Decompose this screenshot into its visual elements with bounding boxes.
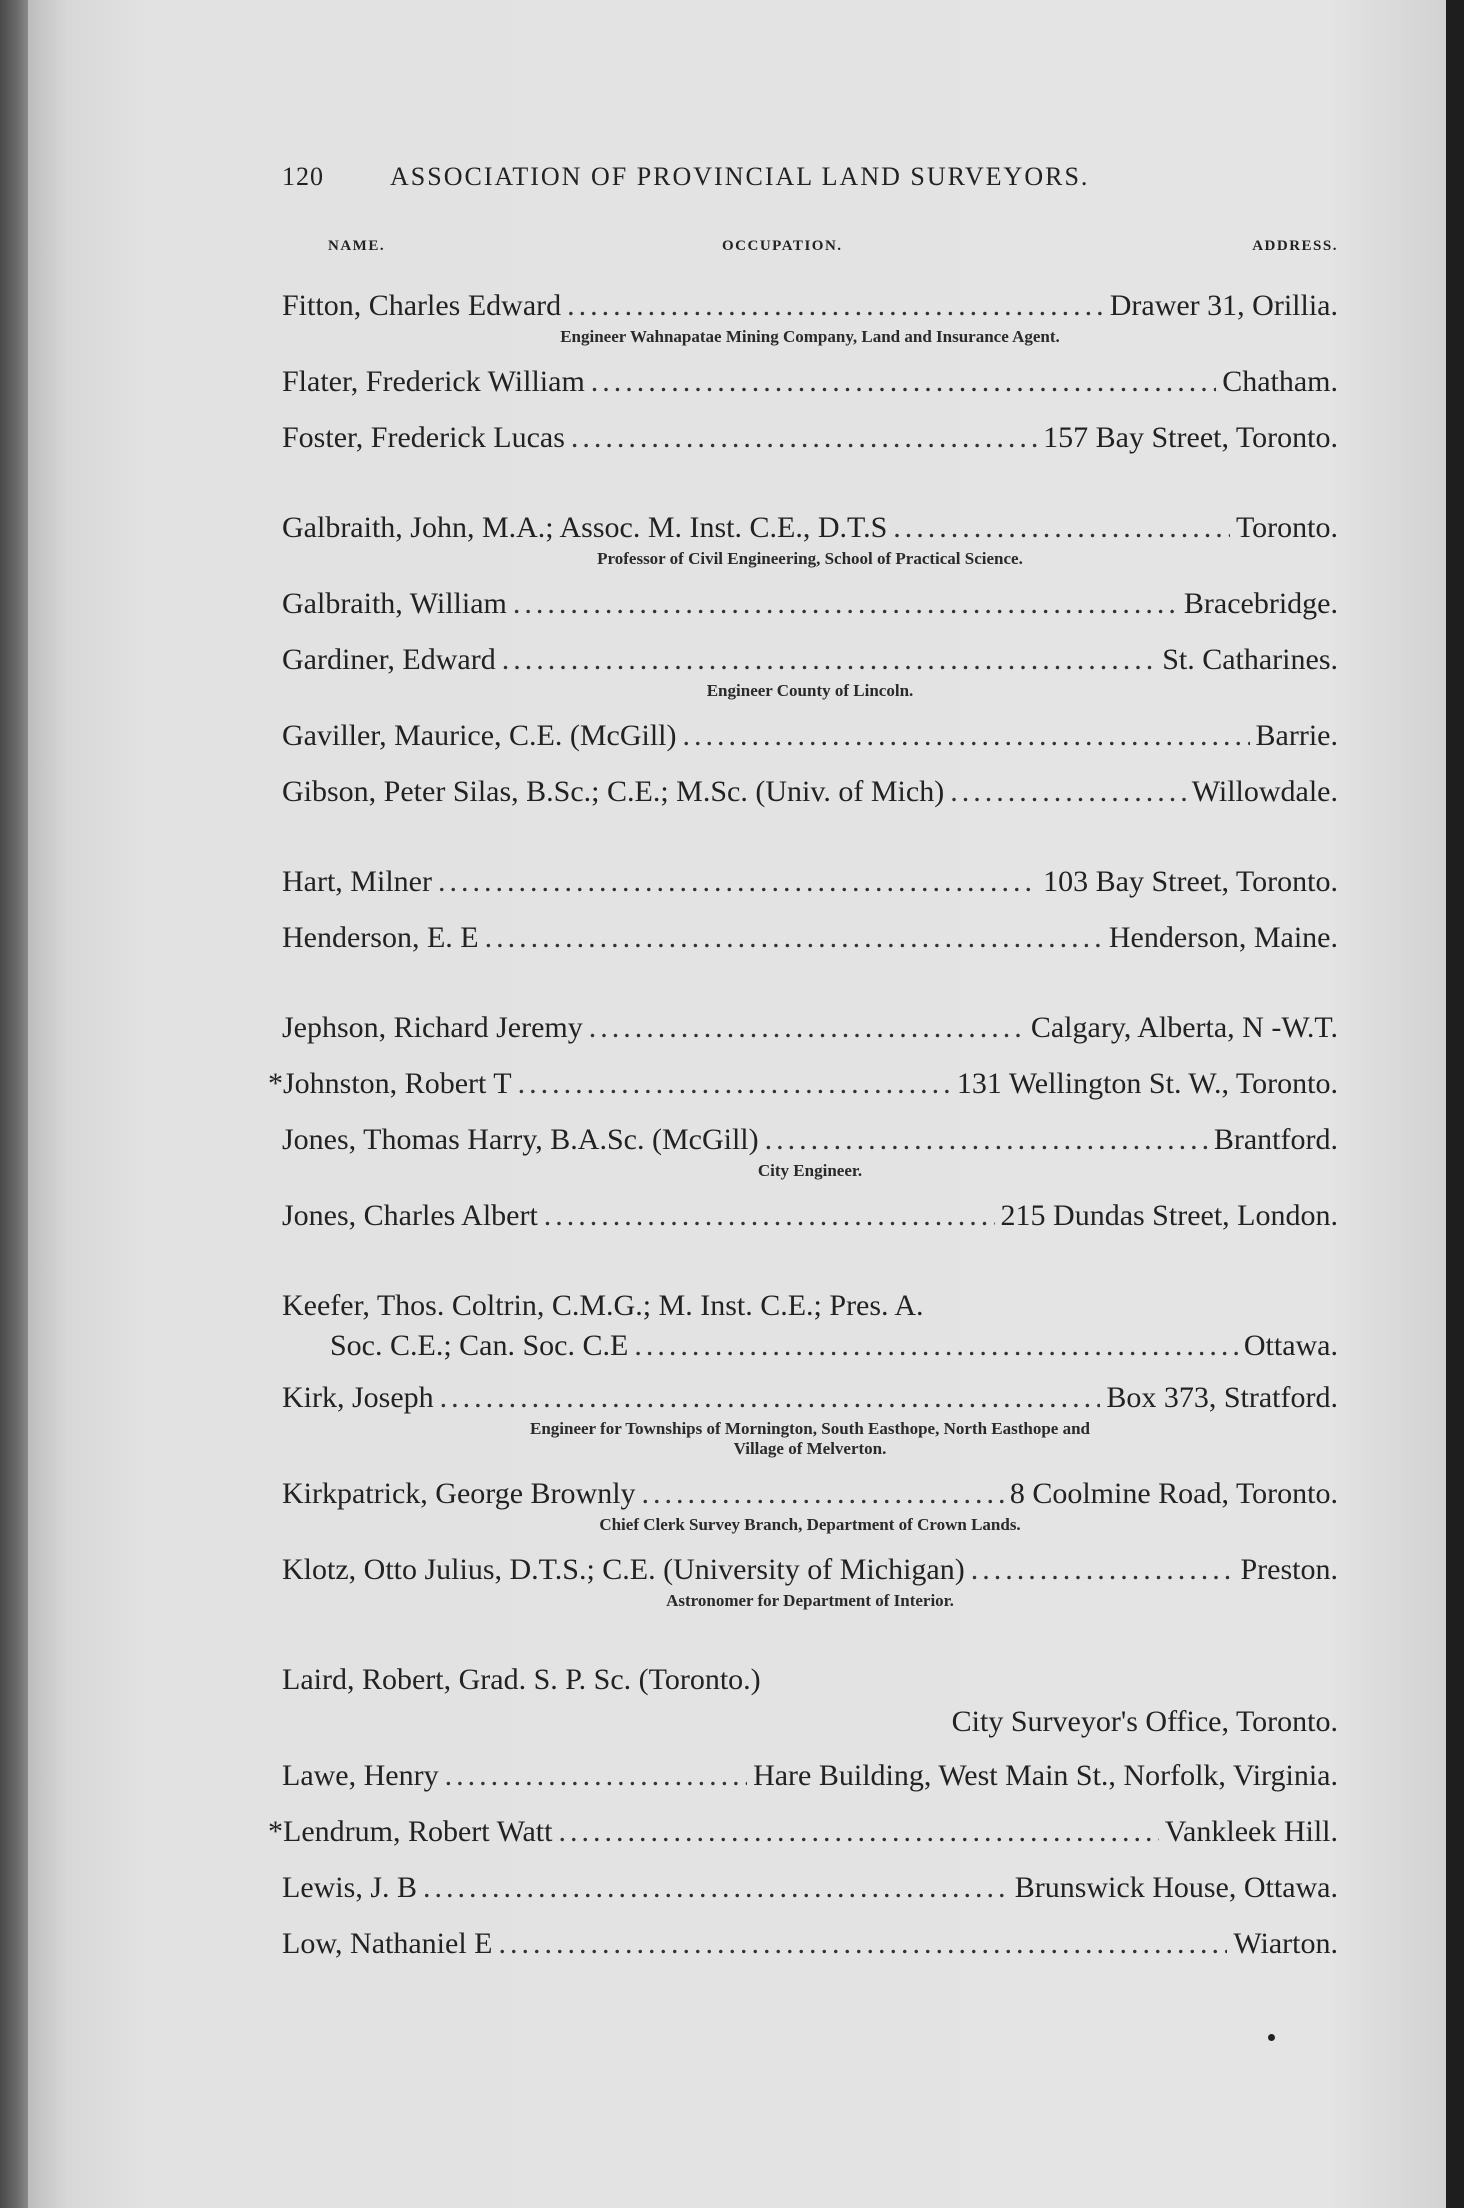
entry-address: Ottawa. bbox=[1243, 1329, 1338, 1362]
entry-gaviller bbox=[282, 714, 1338, 758]
entry-name: Klotz, Otto Julius, D.T.S.; C.E. (University of Michigan) bbox=[282, 1553, 965, 1586]
dot-leader bbox=[634, 1328, 1238, 1364]
entry-address: 8 Coolmine Road, Toronto. bbox=[1009, 1477, 1338, 1510]
dot-leader bbox=[591, 360, 1216, 404]
entry-name: Foster, Frederick Lucas bbox=[282, 421, 565, 454]
entry-galbraith-john bbox=[282, 506, 1338, 570]
entry-keefer bbox=[282, 1284, 1338, 1364]
page-title: ASSOCIATION OF PROVINCIAL LAND SURVEYORS. bbox=[390, 162, 1090, 191]
column-header-occupation: OCCUPATION. bbox=[722, 238, 843, 254]
entry-name: Laird, Robert, Grad. S. P. Sc. (Toronto.) bbox=[282, 1663, 761, 1696]
entry-name: Gardiner, Edward bbox=[282, 643, 496, 676]
entry-occupation: Professor of Civil Engineering, School of Practical Science. bbox=[597, 549, 1023, 568]
entry-fitton bbox=[282, 284, 1338, 348]
column-headers bbox=[282, 226, 1338, 272]
printer-mark bbox=[1268, 2034, 1275, 2041]
dot-leader bbox=[558, 1810, 1158, 1854]
entry-address: City Surveyor's Office, Toronto. bbox=[951, 1705, 1338, 1738]
entry-occupation: Engineer Wahnapatae Mining Company, Land and Insurance Agent. bbox=[560, 327, 1060, 346]
dot-leader bbox=[485, 916, 1103, 960]
entry-address: Preston. bbox=[1240, 1553, 1338, 1586]
entry-name: Lawe, Henry bbox=[282, 1759, 439, 1792]
entry-address: Box 373, Stratford. bbox=[1106, 1381, 1338, 1414]
entry-hart bbox=[282, 860, 1338, 904]
entry-name: Gaviller, Maurice, C.E. (McGill) bbox=[282, 719, 677, 752]
entry-address: Chatham. bbox=[1222, 365, 1338, 398]
entry-address: Brantford. bbox=[1213, 1123, 1338, 1156]
entry-occupation: Engineer County of Lincoln. bbox=[706, 681, 914, 700]
entry-line bbox=[282, 1922, 1338, 1966]
book-spine-edge bbox=[0, 0, 28, 2208]
entry-occupation: Engineer for Townships of Mornington, South Easthope, North Easthope and bbox=[529, 1419, 1091, 1438]
dot-leader bbox=[440, 1376, 1101, 1420]
dot-leader bbox=[513, 582, 1178, 626]
section-gap bbox=[282, 1238, 1338, 1272]
entry-address: Drawer 31, Orillia. bbox=[1109, 289, 1338, 322]
scan-right-border bbox=[1446, 0, 1464, 2208]
entry-name: Jones, Thomas Harry, B.A.Sc. (McGill) bbox=[282, 1123, 759, 1156]
dot-leader bbox=[971, 1548, 1235, 1592]
entry-gibson bbox=[282, 770, 1338, 814]
page-number: 120 bbox=[282, 162, 324, 191]
entry-name: Kirkpatrick, George Brownly bbox=[282, 1477, 636, 1510]
entry-jones-thomas bbox=[282, 1118, 1338, 1182]
entry-low bbox=[282, 1922, 1338, 1966]
entry-occupation-continued: Village of Melverton. bbox=[733, 1439, 887, 1458]
entry-name: Henderson, E. E bbox=[282, 921, 479, 954]
entry-line bbox=[282, 1658, 1338, 1702]
entry-line bbox=[282, 1548, 1338, 1592]
entry-name: *Johnston, Robert T bbox=[268, 1067, 512, 1100]
entry-line bbox=[282, 1472, 1338, 1516]
dot-leader bbox=[765, 1118, 1208, 1162]
entry-address: Bracebridge. bbox=[1183, 587, 1338, 620]
entry-foster bbox=[282, 416, 1338, 460]
entry-name: Fitton, Charles Edward bbox=[282, 289, 562, 322]
entry-name: Hart, Milner bbox=[282, 865, 432, 898]
entry-address: Wiarton. bbox=[1233, 1927, 1338, 1960]
section-gap bbox=[282, 1612, 1338, 1646]
dot-leader bbox=[567, 284, 1104, 328]
dot-leader bbox=[438, 860, 1037, 904]
entry-laird bbox=[282, 1658, 1338, 1742]
dot-leader bbox=[544, 1194, 995, 1238]
entry-line bbox=[282, 360, 1338, 404]
entry-line bbox=[282, 638, 1338, 682]
entry-line bbox=[282, 416, 1338, 460]
entry-lawe bbox=[282, 1754, 1338, 1798]
dot-leader bbox=[893, 506, 1230, 550]
entry-line-continued bbox=[282, 1328, 1338, 1364]
entry-address: 157 Bay Street, Toronto. bbox=[1043, 421, 1338, 454]
entry-address: St. Catharines. bbox=[1162, 643, 1338, 676]
entry-line bbox=[282, 1006, 1338, 1050]
dot-leader bbox=[518, 1062, 951, 1106]
dot-leader bbox=[683, 714, 1250, 758]
dot-leader bbox=[502, 638, 1156, 682]
entry-line bbox=[282, 1376, 1338, 1420]
entry-address: Barrie. bbox=[1255, 719, 1338, 752]
entry-name: Flater, Frederick William bbox=[282, 365, 585, 398]
entry-kirkpatrick bbox=[282, 1472, 1338, 1536]
entry-lewis bbox=[282, 1866, 1338, 1910]
entry-line bbox=[282, 284, 1338, 328]
section-gap bbox=[282, 960, 1338, 994]
entry-name: Jones, Charles Albert bbox=[282, 1199, 538, 1232]
entry-gardiner bbox=[282, 638, 1338, 702]
entry-line bbox=[282, 916, 1338, 960]
entry-lendrum bbox=[268, 1810, 1338, 1854]
entry-line bbox=[282, 1866, 1338, 1910]
entry-address: 215 Dundas Street, London. bbox=[1000, 1199, 1338, 1232]
entry-address: Willowdale. bbox=[1191, 775, 1338, 808]
entry-name: Lewis, J. B bbox=[282, 1871, 417, 1904]
entry-occupation: Chief Clerk Survey Branch, Department of Crown Lands. bbox=[599, 1515, 1021, 1534]
entry-name: Jephson, Richard Jeremy bbox=[282, 1011, 583, 1044]
entry-line bbox=[282, 1754, 1338, 1798]
running-head bbox=[282, 150, 1338, 226]
entry-line bbox=[268, 1810, 1338, 1854]
entry-address: 103 Bay Street, Toronto. bbox=[1043, 865, 1338, 898]
entry-address: Henderson, Maine. bbox=[1108, 921, 1338, 954]
entry-name: *Lendrum, Robert Watt bbox=[268, 1815, 553, 1848]
entry-jephson bbox=[282, 1006, 1338, 1050]
entry-occupation: Astronomer for Department of Interior. bbox=[666, 1591, 954, 1610]
dot-leader bbox=[571, 416, 1037, 460]
entry-address: Brunswick House, Ottawa. bbox=[1014, 1871, 1338, 1904]
entry-name: Galbraith, John, M.A.; Assoc. M. Inst. C.E., D.T.S bbox=[282, 511, 888, 544]
entry-line bbox=[282, 506, 1338, 550]
entry-address: Hare Building, West Main St., Norfolk, Virginia. bbox=[753, 1759, 1338, 1792]
entry-name: Keefer, Thos. Coltrin, C.M.G.; M. Inst. C.E.; Pres. A. bbox=[282, 1289, 924, 1322]
column-header-name: NAME. bbox=[328, 238, 386, 254]
entry-line bbox=[282, 770, 1338, 814]
entry-line bbox=[282, 1194, 1338, 1238]
page-content bbox=[268, 150, 1338, 1966]
dot-leader bbox=[423, 1866, 1009, 1910]
entry-address: Vankleek Hill. bbox=[1164, 1815, 1338, 1848]
entry-name: Low, Nathaniel E bbox=[282, 1927, 493, 1960]
dot-leader bbox=[589, 1006, 1025, 1050]
entry-address: Calgary, Alberta, N -W.T. bbox=[1030, 1011, 1338, 1044]
entry-johnston bbox=[268, 1062, 1338, 1106]
entry-flater bbox=[282, 360, 1338, 404]
dot-leader bbox=[642, 1472, 1004, 1516]
entry-line bbox=[282, 714, 1338, 758]
dot-leader bbox=[445, 1754, 747, 1798]
entry-line bbox=[282, 1284, 1338, 1328]
entry-name: Kirk, Joseph bbox=[282, 1381, 434, 1414]
section-gap bbox=[282, 814, 1338, 848]
entry-klotz bbox=[282, 1548, 1338, 1612]
entry-kirk bbox=[282, 1376, 1338, 1460]
entry-occupation: City Engineer. bbox=[757, 1161, 863, 1180]
dot-leader bbox=[498, 1922, 1227, 1966]
entry-address: 131 Wellington St. W., Toronto. bbox=[956, 1067, 1338, 1100]
entry-line bbox=[282, 860, 1338, 904]
entry-name: Galbraith, William bbox=[282, 587, 507, 620]
entry-name-continued: Soc. C.E.; Can. Soc. C.E bbox=[330, 1329, 629, 1362]
entry-address: Toronto. bbox=[1235, 511, 1338, 544]
entry-name: Gibson, Peter Silas, B.Sc.; C.E.; M.Sc. (Univ. of Mich) bbox=[282, 775, 945, 808]
entry-line bbox=[282, 582, 1338, 626]
entry-henderson bbox=[282, 916, 1338, 960]
entry-line bbox=[282, 1118, 1338, 1162]
entry-jones-charles bbox=[282, 1194, 1338, 1238]
section-gap bbox=[282, 460, 1338, 494]
dot-leader bbox=[950, 770, 1186, 814]
entry-galbraith-william bbox=[282, 582, 1338, 626]
column-header-address: ADDRESS. bbox=[1252, 238, 1338, 254]
entry-line bbox=[268, 1062, 1338, 1106]
